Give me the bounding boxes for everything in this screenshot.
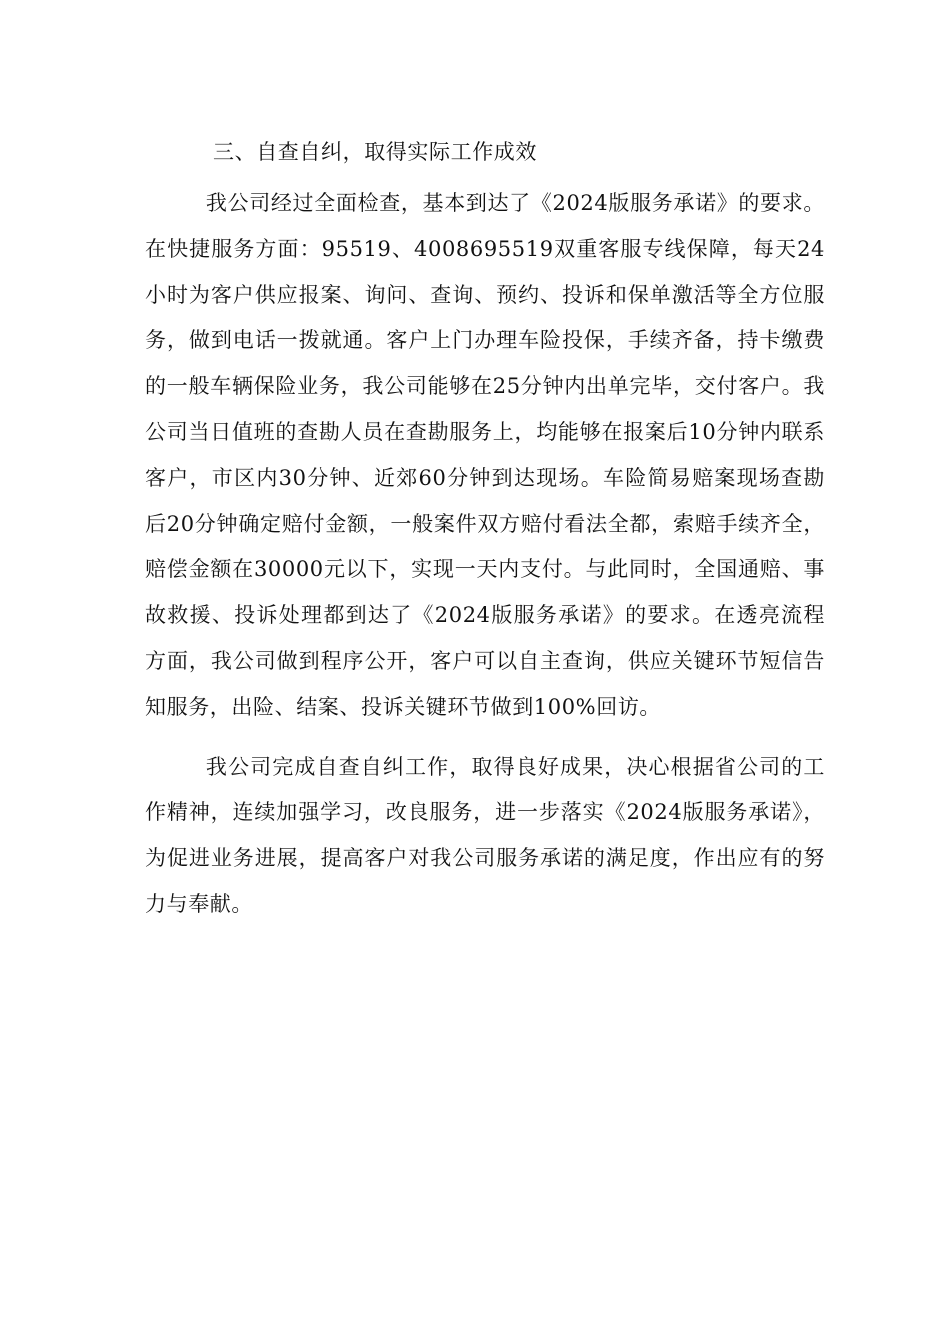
document-body: [145, 133, 825, 928]
paragraph-conclusion: 我公司完成自查自纠工作，取得良好成果，决心根据省公司的工作精神，连续加强学习，改良服务，进一步落实《2024版服务承诺》，为促进业务进展，提高客户对我公司服务承诺的满足度，作出应有的努力与奉献。: [145, 754, 825, 916]
paragraph-self-inspection-results: 我公司经过全面检查，基本到达了《2024版服务承诺》的要求。在快捷服务方面：95519、4008695519双重客服专线保障，每天24小时为客户供应报案、询问、查询、预约、投诉和保单激活等全方位服务，做到电话一拨就通。客户上门办理车险投保，手续齐备，持卡缴费的一般车辆保险业务，我公司能够在25分钟内出单完毕，交付客户。我公司当日值班的查勘人员在查勘服务上，均能够在报案后10分钟内联系客户，市区内30分钟、近郊60分钟到达现场。车险简易赔案现场查勘后20分钟确定赔付金额，一般案件双方赔付看法全都，索赔手续齐全，赔偿金额在30000元以下，实现一天内支付。与此同时，全国通赔、事故救援、投诉处理都到达了《2024版服务承诺》的要求。在透亮流程方面，我公司做到程序公开，客户可以自主查询，供应关键环节短信告知服务，出险、结案、投诉关键环节做到100%回访。: [145, 191, 825, 719]
section-heading: 三、自查自纠，取得实际工作成效: [213, 140, 537, 164]
